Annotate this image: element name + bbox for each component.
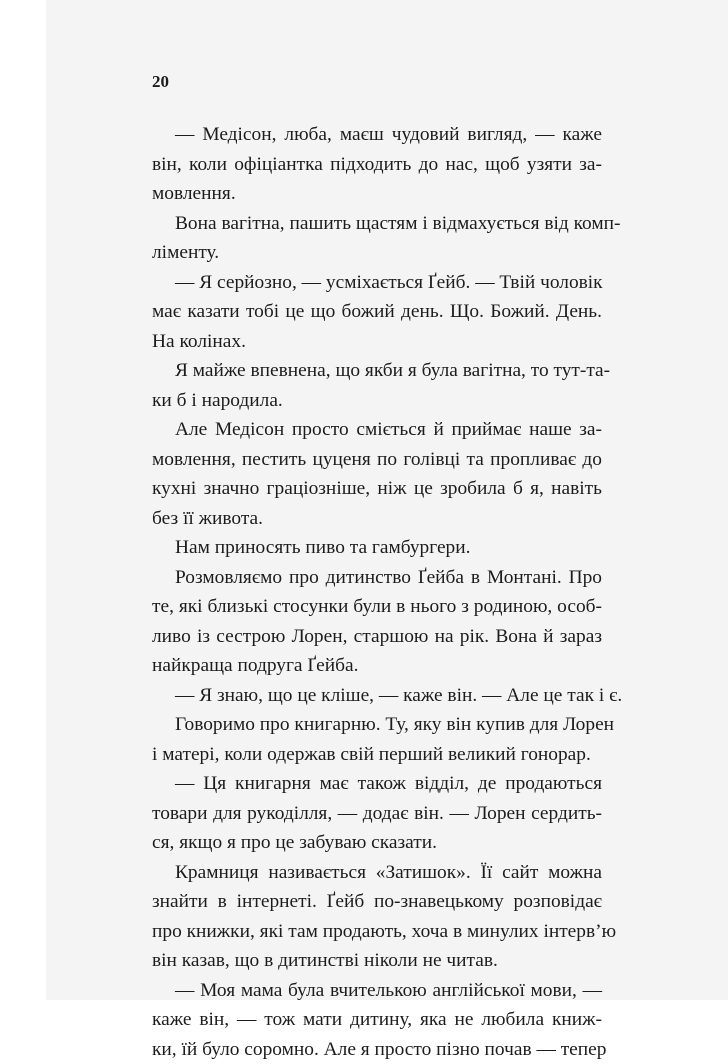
text-line: найкраща подруга Ґейба. bbox=[152, 651, 602, 681]
text-line: Вона вагітна, пашить щастям і відмахується від комп- bbox=[152, 209, 602, 239]
text-line: про книжки, які там продають, хоча в минулих інтерв’ю bbox=[152, 917, 602, 947]
text-line: ся, якщо я про це забуваю сказати. bbox=[152, 828, 602, 858]
text-line: Але Медісон просто сміється й приймає наше за- bbox=[152, 415, 602, 445]
text-line: кухні значно граціозніше, ніж це зробила б я, навіть bbox=[152, 474, 602, 504]
text-line: каже він, — тож мати дитину, яка не любила книж- bbox=[152, 1005, 602, 1035]
text-line: Розмовляємо про дитинство Ґейба в Монтані. Про bbox=[152, 563, 602, 593]
text-line: і матері, коли одержав свій перший великий гонорар. bbox=[152, 740, 602, 770]
text-line: — Моя мама була вчителькою англійської мови, — bbox=[152, 976, 602, 1006]
text-line: Крамниця називається «Затишок». Її сайт можна bbox=[152, 858, 602, 888]
text-line: ліменту. bbox=[152, 238, 602, 268]
text-line: ливо із сестрою Лорен, старшою на рік. Вона й зараз bbox=[152, 622, 602, 652]
body-text bbox=[152, 120, 602, 1064]
text-line: — Медісон, люба, маєш чудовий вигляд, — каже bbox=[152, 120, 602, 150]
text-line: Нам приносять пиво та гамбургери. bbox=[152, 533, 602, 563]
text-line: — Я серйозно, — усміхається Ґейб. — Твій чоловік bbox=[152, 268, 602, 298]
text-line: те, які близькі стосунки були в нього з родиною, особ- bbox=[152, 592, 602, 622]
text-line: має казати тобі це що божий день. Що. Божий. День. bbox=[152, 297, 602, 327]
text-line: Я майже впевнена, що якби я була вагітна, то тут-та- bbox=[152, 356, 602, 386]
text-line: він, коли офіціантка підходить до нас, щоб узяти за- bbox=[152, 150, 602, 180]
text-line: На колінах. bbox=[152, 327, 602, 357]
text-line: Говоримо про книгарню. Ту, яку він купив для Лорен bbox=[152, 710, 602, 740]
text-line: ки б і народила. bbox=[152, 386, 602, 416]
text-line: мовлення. bbox=[152, 179, 602, 209]
page-number: 20 bbox=[152, 72, 169, 92]
text-line: знайти в інтернеті. Ґейб по-знавецькому розповідає bbox=[152, 887, 602, 917]
text-line: — Я знаю, що це кліше, — каже він. — Але це так і є. bbox=[152, 681, 602, 711]
text-line: мовлення, пестить цуценя по голівці та пропливає до bbox=[152, 445, 602, 475]
text-line: — Ця книгарня має також відділ, де продаються bbox=[152, 769, 602, 799]
text-line: він казав, що в дитинстві ніколи не читав. bbox=[152, 946, 602, 976]
text-line: товари для рукоділля, — додає він. — Лорен сердить- bbox=[152, 799, 602, 829]
text-line: без її живота. bbox=[152, 504, 602, 534]
text-line: ки, їй було соромно. Але я просто пізно почав — тепер bbox=[152, 1035, 602, 1064]
